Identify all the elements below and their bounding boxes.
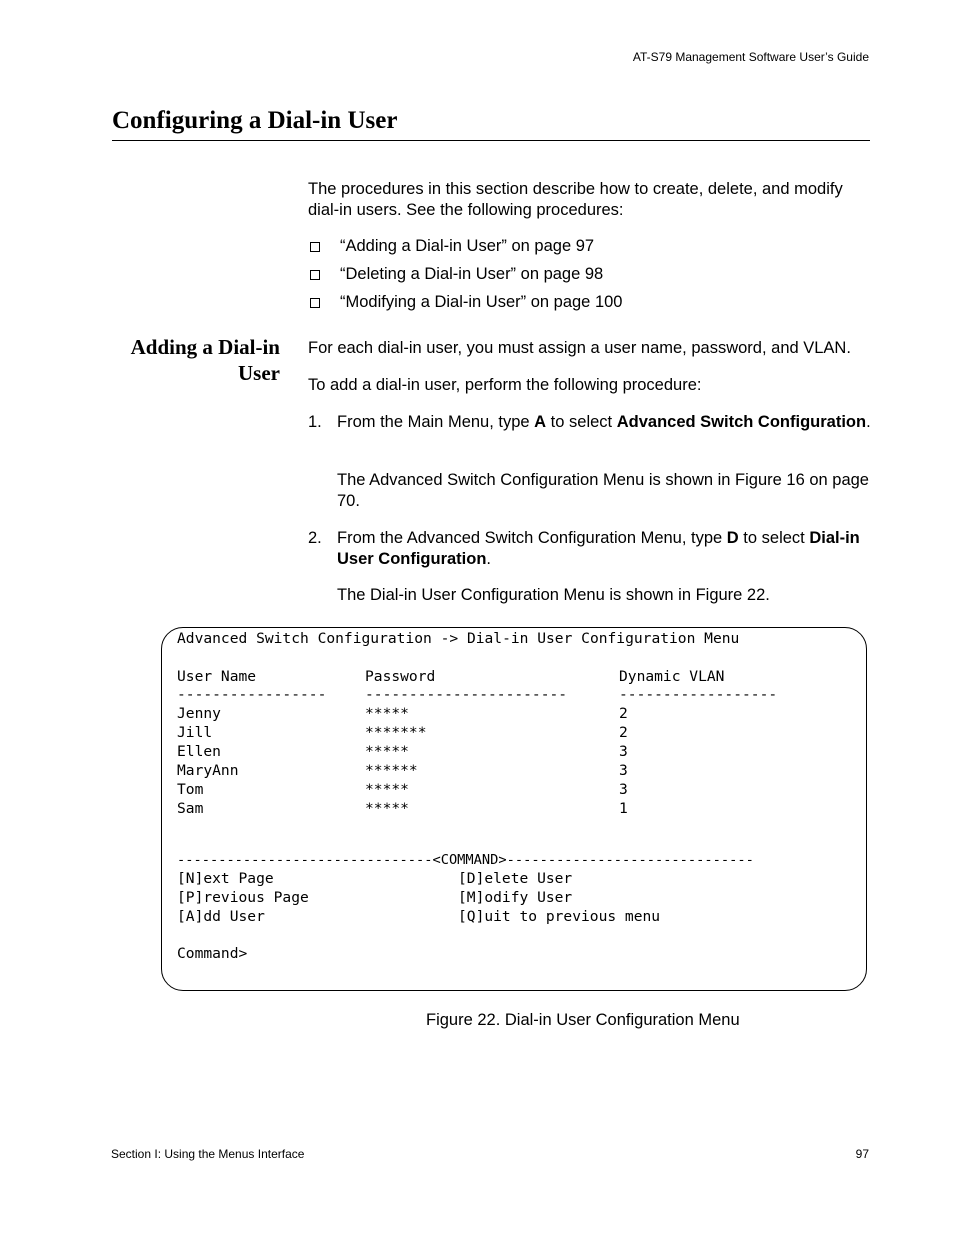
command-bar: -------------------------------<COMMAND>------------------------------ [177,852,754,868]
page-number: 97 [855,1147,869,1161]
checkbox-bullet-icon [310,242,320,252]
intro-paragraph: The procedures in this section describe how to create, delete, and modify dial-in users. See the following procedures: [308,180,843,219]
modify-user-command[interactable]: [M]odify User [458,889,573,906]
procedure-link[interactable]: “Modifying a Dial-in User” on page 100 [308,292,622,312]
command-prompt[interactable]: Command> [177,945,248,962]
section-title: Configuring a Dial-in User [112,107,398,134]
checkbox-bullet-icon [310,270,320,280]
subsection-paragraph: To add a dial-in user, perform the following procedure: [308,376,702,394]
step-text: From the Advanced Switch Configuration Menu, type D to select Dial-in User Configuration. [337,529,860,568]
procedure-link[interactable]: “Adding a Dial-in User” on page 97 [308,236,594,256]
step-text: From the Main Menu, type A to select Advanced Switch Configuration. [337,413,871,431]
figure-caption: Figure 22. Dial-in User Configuration Menu [426,1011,740,1029]
footer-section: Section I: Using the Menus Interface [111,1147,305,1161]
quit-command[interactable]: [Q]uit to previous menu [458,908,661,925]
column-separator: ----------------------- [365,686,568,703]
title-rule [112,140,870,141]
previous-page-command[interactable]: [P]revious Page [177,889,309,906]
step-number: 1. [308,413,322,431]
step-number: 2. [308,529,322,547]
step-note: The Dial-in User Configuration Menu is shown in Figure 22. [337,586,770,604]
column-header-password: Password [365,668,436,685]
column-separator: ------------------ [619,686,778,703]
step-note: The Advanced Switch Configuration Menu is shown in Figure 16 on page 70. [337,471,869,510]
column-separator: ----------------- [177,686,327,703]
next-page-command[interactable]: [N]ext Page [177,870,274,887]
column-header-vlan: Dynamic VLAN [619,668,725,685]
subsection-title: Adding a Dial-in User [130,335,280,385]
procedure-link[interactable]: “Deleting a Dial-in User” on page 98 [308,264,603,284]
terminal-title: Advanced Switch Configuration -> Dial-in User Configuration Menu [177,630,740,647]
add-user-command[interactable]: [A]dd User [177,908,265,925]
terminal-screen [161,627,867,991]
delete-user-command[interactable]: [D]elete User [458,870,573,887]
running-header: AT-S79 Management Software User’s Guide [632,50,869,64]
subsection-paragraph: For each dial-in user, you must assign a user name, password, and VLAN. [308,339,851,357]
column-header-username: User Name [177,668,257,685]
checkbox-bullet-icon [310,298,320,308]
